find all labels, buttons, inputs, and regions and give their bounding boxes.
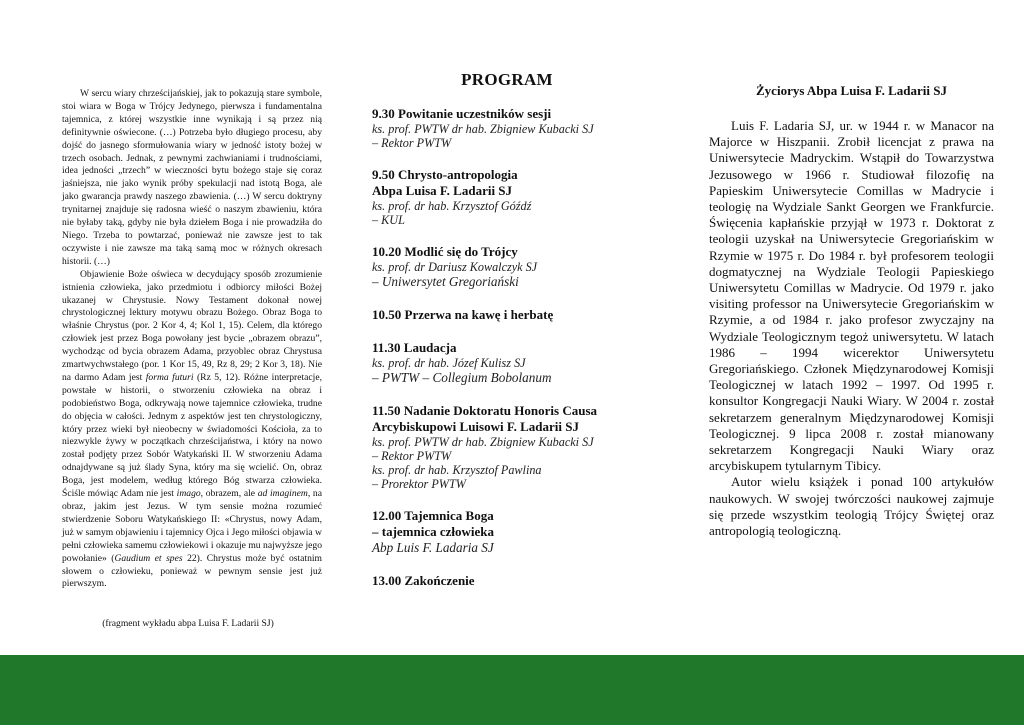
program-item: [372, 508, 642, 556]
program-item-speaker: ks. prof. PWTW dr hab. Zbigniew Kubacki SJ: [372, 122, 594, 136]
biography-paragraph-2: Autor wielu książek i ponad 100 artykułów naukowych. W swojej twórczości naukowej zajmuje się przede wszystkim teologią Trójcy Świętej oraz antropologią teologiczną.: [709, 474, 994, 539]
excerpt-text: Objawienie Boże oświeca w decydujący sposób zrozumienie istnienia człowieka, jako przedmiotu i odbiorcy miłości Bożej ukazanej w Chrystusie. Nowy Testament dokonał nowej chrystologicznej lektury motywu obrazu Bożego. Obraz Boga to właśnie Chrystus (por. 2 Kor 4, 4; Kol 1, 15). Celem, dla którego człowiek jest przez Boga powołany jest bycie „obrazem obrazu”, wychodząc od bycia obrazem Adama, przyobleс obraz Chrystusa zmartwychwstałego (por. 1 Kor 15, 49, Rz 8, 29; 2 Kor 3, 18). Nie na darmo Adam jest: [62, 268, 322, 383]
program-item-title: 11.30 Laudacja: [372, 340, 457, 355]
lecture-excerpt-column: [62, 88, 323, 629]
excerpt-text: , na obraz, jakim jest Jezus. W tym sensie można rozumieć stwierdzenie Soboru Watykańskiego II: «Chrystus, nowy Adam, już w samym objawieniu i tajemnicy Ojca i Jego miłości objawia w pełni człowieka samemu człowiekowi i okazuje mu najwyższe jego powołanie» (: [62, 488, 322, 564]
program-item-speaker: ks. prof. dr hab. Krzysztof Góźdź: [372, 199, 532, 213]
program-item: [372, 244, 642, 290]
excerpt-italic: ad imaginem: [257, 488, 308, 500]
excerpt-text: 22). Chrystus może być ostatnim słowem o człowieku, ponieważ w pewnym sensie jest już pierwszym.: [62, 552, 323, 590]
excerpt-text: , obrazem, ale: [200, 488, 256, 500]
biography-column: [709, 83, 994, 539]
excerpt-footnote: (fragment wykładu abpa Luisa F. Ladarii SJ): [102, 618, 274, 629]
excerpt-italic: Gaudium et spes: [114, 552, 183, 564]
program-item: [372, 106, 642, 150]
program-item: [372, 403, 642, 491]
program-item: [372, 167, 642, 227]
program-item-speaker: – KUL: [372, 213, 405, 227]
program-list: [372, 106, 642, 589]
program-item-speaker: – Rektor PWTW: [372, 136, 452, 150]
program-item-speaker: Abp Luis F. Ladaria SJ: [372, 540, 494, 555]
program-item-speaker: – PWTW – Collegium Bobolanum: [372, 370, 552, 385]
program-item-title: 12.00 Tajemnica Boga – tajemnica człowieka: [372, 508, 495, 539]
excerpt-italic: imago: [176, 488, 201, 500]
excerpt-text: (Rz 5, 12). Różne interpretacje, powstałe w historii, o stworzeniu człowieka na obraz i podobieństwo Boga, odkrywają nowe tajemnice człowieka, trudne do objęcia w całości. Jednym z aspektów jest ten chrystologiczny, który przez wieki był nieobecny w świadomości Kościoła, za to niezwykle żywy w początkach chrześcijaństwa, i który na nowo został podjęty przez Sobór Watykański II. W stworzeniu Adama odnajdywane są już ślady Syna, który ma się wcielić. On, obraz Boga, jest modelem, według którego Bóg stwarza człowieka. Ściśle mówiąc Adam nie jest: [62, 371, 322, 500]
program-item-title: 13.00 Zakończenie: [372, 573, 475, 588]
program-item-speaker: – Prorektor PWTW: [372, 477, 466, 491]
program-item-title: 10.20 Modlić się do Trójcy: [372, 244, 518, 259]
program-item-speaker: – Uniwersytet Gregoriański: [372, 274, 519, 289]
program-item-title: 11.50 Nadanie Doktoratu Honoris Causa Arcybiskupowi Luisowi F. Ladarii SJ: [372, 403, 597, 434]
program-title: PROGRAM: [461, 70, 553, 89]
program-item-speaker: ks. prof. dr hab. Krzysztof Pawlina: [372, 463, 542, 477]
program-column: [372, 70, 642, 606]
excerpt-italic: forma futuri: [145, 371, 194, 383]
program-item-title: 9.50 Chrysto-antropologia Abpa Luisa F. Ladarii SJ: [372, 167, 518, 198]
program-item: [372, 573, 642, 589]
excerpt-paragraph-1: W sercu wiary chrześcijańskiej, jak to pokazują stare symbole, stoi wiara w Boga w Trójcy Jedynego, pierwsza i fundamentalna tajemnica, z której wszystkie inne wynikają i są przez nią definitywnie oświecone. (…) Potrzeba było długiego procesu, aby dojść do jasnego sformułowania wiary w jedność istoty bożej w trzech osobach. Jednak, z pewnymi zachwianiami i trudnościami, idea jedności „trzech” w wieczności bytu bożego staje się coraz jaśniejsza, nie jako wynik próby spekulacji nad istotą Boga, ale jako gwarancja prawdy naszego zbawienia. (…) W sercu doktryny trynitarnej znajduje się radosna wieść o naszym zbawieniu, która nie byłaby taką, gdyby nie była dziełem Boga i nie prowadziła do Niego. Trzeba to powtarzać, ponieważ nie zawsze jest to tak oczywiste i nie zawsze ma taką samą moc w różnych okresach historii. (…): [62, 88, 322, 267]
biography-paragraph-1: Luis F. Ladaria SJ, ur. w 1944 r. w Manacor na Majorce w Hiszpanii. Zrobił licencjat z prawa na Uniwersytecie Madryckim. Wstąpił do Towarzystwa Jezusowego w 1966 r. Studiował filozofię na Papieskim Uniwersytecie Comillas w Madrycie i teologię na Wydziale Sankt Georgen we Frankfurcie. Święcenia kapłańskie przyjął w 1973 r. Doktorat z teologii uzyskał na Uniwersytecie Gregoriańskim w Rzymie w 1975 r. Do 1984 r. był profesorem teologii dogmatycznej na Wydziale Teologii Papieskiego Uniwersytetu Comillas w Madrycie. Od 1979 r. jako visiting professor na Uniwersytecie Gregoriańskim w Rzymie, a od 1984 r. jako profesor zwyczajny na Wydziale Teologicznym tegoż uniwersytetu. W latach 1986 – 1994 wicerektor Uniwersytetu Gregoriańskiego. Członek Międzynarodowej Komisji Teologicznej w latach 1992 – 1997. Od 1995 r. konsultor Kongregacji Nauki Wiary. W 2004 r. został sekretarzem generalnym Międzynarodowej Komisji Teologicznej. 9 lipca 2008 r. został mianowany sekretarzem Kongregacji Nauki Wiary oraz arcybiskupem tytularnym Tibicy.: [709, 118, 994, 474]
program-item-speaker: ks. prof. dr Dariusz Kowalczyk SJ: [372, 260, 538, 274]
program-item-speaker: – Rektor PWTW: [372, 449, 452, 463]
program-item-title: 9.30 Powitanie uczestników sesji: [372, 106, 552, 121]
program-item-speaker: ks. prof. PWTW dr hab. Zbigniew Kubacki SJ: [372, 435, 594, 449]
program-item: [372, 340, 642, 386]
program-item-speaker: ks. prof. dr hab. Józef Kulisz SJ: [372, 356, 526, 370]
program-item: [372, 307, 642, 323]
program-item-title: 10.50 Przerwa na kawę i herbatę: [372, 307, 554, 322]
excerpt-paragraph-2: [62, 269, 322, 592]
biography-title: Życiorys Abpa Luisa F. Ladarii SJ: [756, 83, 947, 98]
footer-bar: [0, 655, 1024, 725]
